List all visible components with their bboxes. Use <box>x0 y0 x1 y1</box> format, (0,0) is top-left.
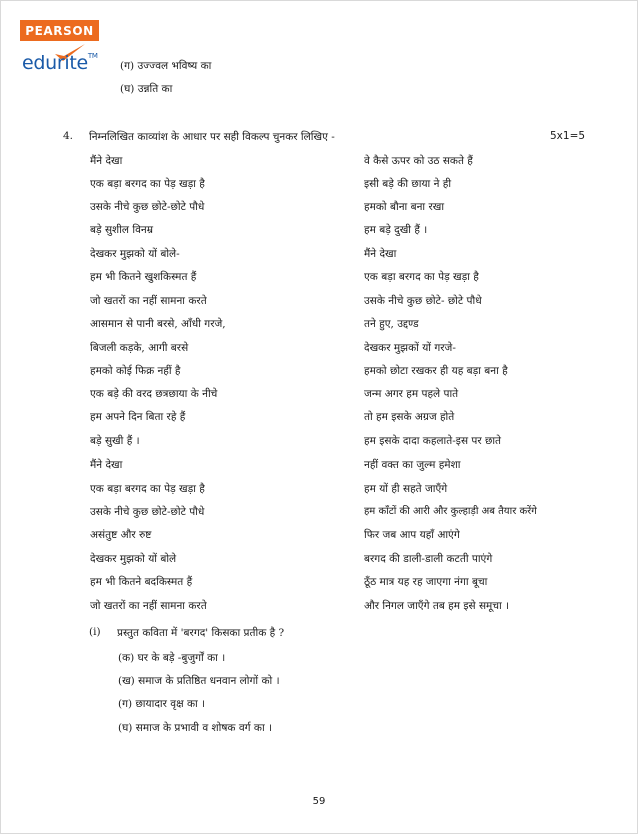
poem-left-line: देखकर मुझको यों बोले <box>90 553 177 565</box>
poem-left-line: उसके नीचे कुछ छोटे-छोटे पौधे <box>90 506 205 518</box>
question-text: निम्नलिखित काव्यांश के आधार पर सही विकल्प चुनकर लिखिए - <box>89 131 335 143</box>
previous-option-gha: (घ) उन्नति का <box>120 83 173 95</box>
poem-right-line: तो हम इसके अग्रज होते <box>364 411 455 423</box>
option-ga: (ग) छायादार वृक्ष का । <box>118 698 206 710</box>
poem-left-line: बड़े सुखी हैं । <box>90 435 140 447</box>
poem-right-line: और निगल जाएँगे तब हम इसे समूचा । <box>364 600 510 612</box>
poem-right-line: बरगद की डाली-डाली कटती पाएंगे <box>364 553 493 565</box>
trademark-mark: TM <box>87 52 98 60</box>
poem-left-line: मैंने देखा <box>90 155 123 167</box>
poem-right-line: हमको बौना बना रखा <box>364 201 445 213</box>
poem-right-line: देखकर मुझकों यों गरजे- <box>364 342 456 354</box>
poem-right-line: ठूँठ मात्र यह रह जाएगा नंगा बूचा <box>364 576 488 588</box>
poem-left-line: हमको कोई फिक्र नहीं है <box>90 365 181 377</box>
poem-left-line: मैंने देखा <box>90 459 123 471</box>
poem-left-line: उसके नीचे कुछ छोटे-छोटे पौधे <box>90 201 205 213</box>
poem-right-line: हम यों ही सहते जाएँगे <box>364 483 448 495</box>
poem-left-line: आसमान से पानी बरसे, आँधी गरजे, <box>90 318 226 330</box>
poem-left-line: जो खतरों का नहीं सामना करते <box>90 600 207 612</box>
poem-right-line: हम काँटों की आरी और कुल्हाड़ी अब तैयार करेंगे <box>364 506 537 517</box>
poem-right-line: तने हुए, उद्दण्ड <box>364 318 419 330</box>
option-gha: (घ) समाज के प्रभावी व शोषक वर्ग का । <box>118 722 273 734</box>
poem-right-line: मैंने देखा <box>364 248 397 260</box>
edurite-logo <box>22 52 98 74</box>
page-number: 59 <box>312 796 326 807</box>
previous-option-ga: (ग) उज्ज्वल भविष्य का <box>120 60 212 72</box>
poem-left-line: हम भी कितने बदकिस्मत हैं <box>90 576 193 588</box>
option-kha: (ख) समाज के प्रतिष्ठित धनवान लोगों को । <box>118 675 280 687</box>
poem-left-line: एक बड़ा बरगद का पेड़ खड़ा है <box>90 483 205 495</box>
subquestion-text: प्रस्तुत कविता में 'बरगद' किसका प्रतीक है ? <box>117 627 285 639</box>
pearson-logo: PEARSON <box>20 20 99 41</box>
poem-right-line: हम बड़े दुखी हैं । <box>364 224 428 236</box>
poem-left-line: बिजली कड़के, आगी बरसे <box>90 342 189 354</box>
option-ka: (क) घर के बड़े -बुजुर्गों का । <box>118 652 226 664</box>
subquestion-number: (i) <box>89 626 101 638</box>
poem-right-line: जन्म अगर हम पहले पाते <box>364 388 459 400</box>
poem-left-line: असंतुष्ट और रुष्ट <box>90 529 152 541</box>
poem-right-line: फिर जब आप यहाँ आएंगे <box>364 529 460 541</box>
question-marks: 5x1=5 <box>550 130 586 142</box>
poem-right-line: नहीं वक्त का जुल्म हमेशा <box>364 459 461 471</box>
poem-right-line: उसके नीचे कुछ छोटे- छोटे पौधे <box>364 295 482 307</box>
poem-left-line: हम अपने दिन बिता रहे हैं <box>90 411 186 423</box>
poem-right-line: इसी बड़े की छाया ने ही <box>364 178 452 190</box>
poem-left-line: देखकर मुझको यों बोले- <box>90 248 180 260</box>
poem-right-line: वे कैसे ऊपर को उठ सकते हैं <box>364 155 473 167</box>
poem-right-line: हमको छोटा रखकर ही यह बड़ा बना है <box>364 365 508 377</box>
poem-left-line: एक बड़ा बरगद का पेड़ खड़ा है <box>90 178 205 190</box>
poem-left-line: हम भी कितने खुशकिस्मत हैं <box>90 271 197 283</box>
poem-right-line: हम इसके दादा कहलाते-इस पर छाते <box>364 435 502 447</box>
poem-left-line: जो खतरों का नहीं सामना करते <box>90 295 207 307</box>
poem-left-line: बड़े सुशील विनम्र <box>90 224 154 236</box>
question-number: 4. <box>63 130 74 142</box>
edurite-logo-text: edurite <box>22 52 88 74</box>
poem-left-line: एक बड़े की वरद छत्रछाया के नीचे <box>90 388 218 400</box>
poem-right-line: एक बड़ा बरगद का पेड़ खड़ा है <box>364 271 479 283</box>
